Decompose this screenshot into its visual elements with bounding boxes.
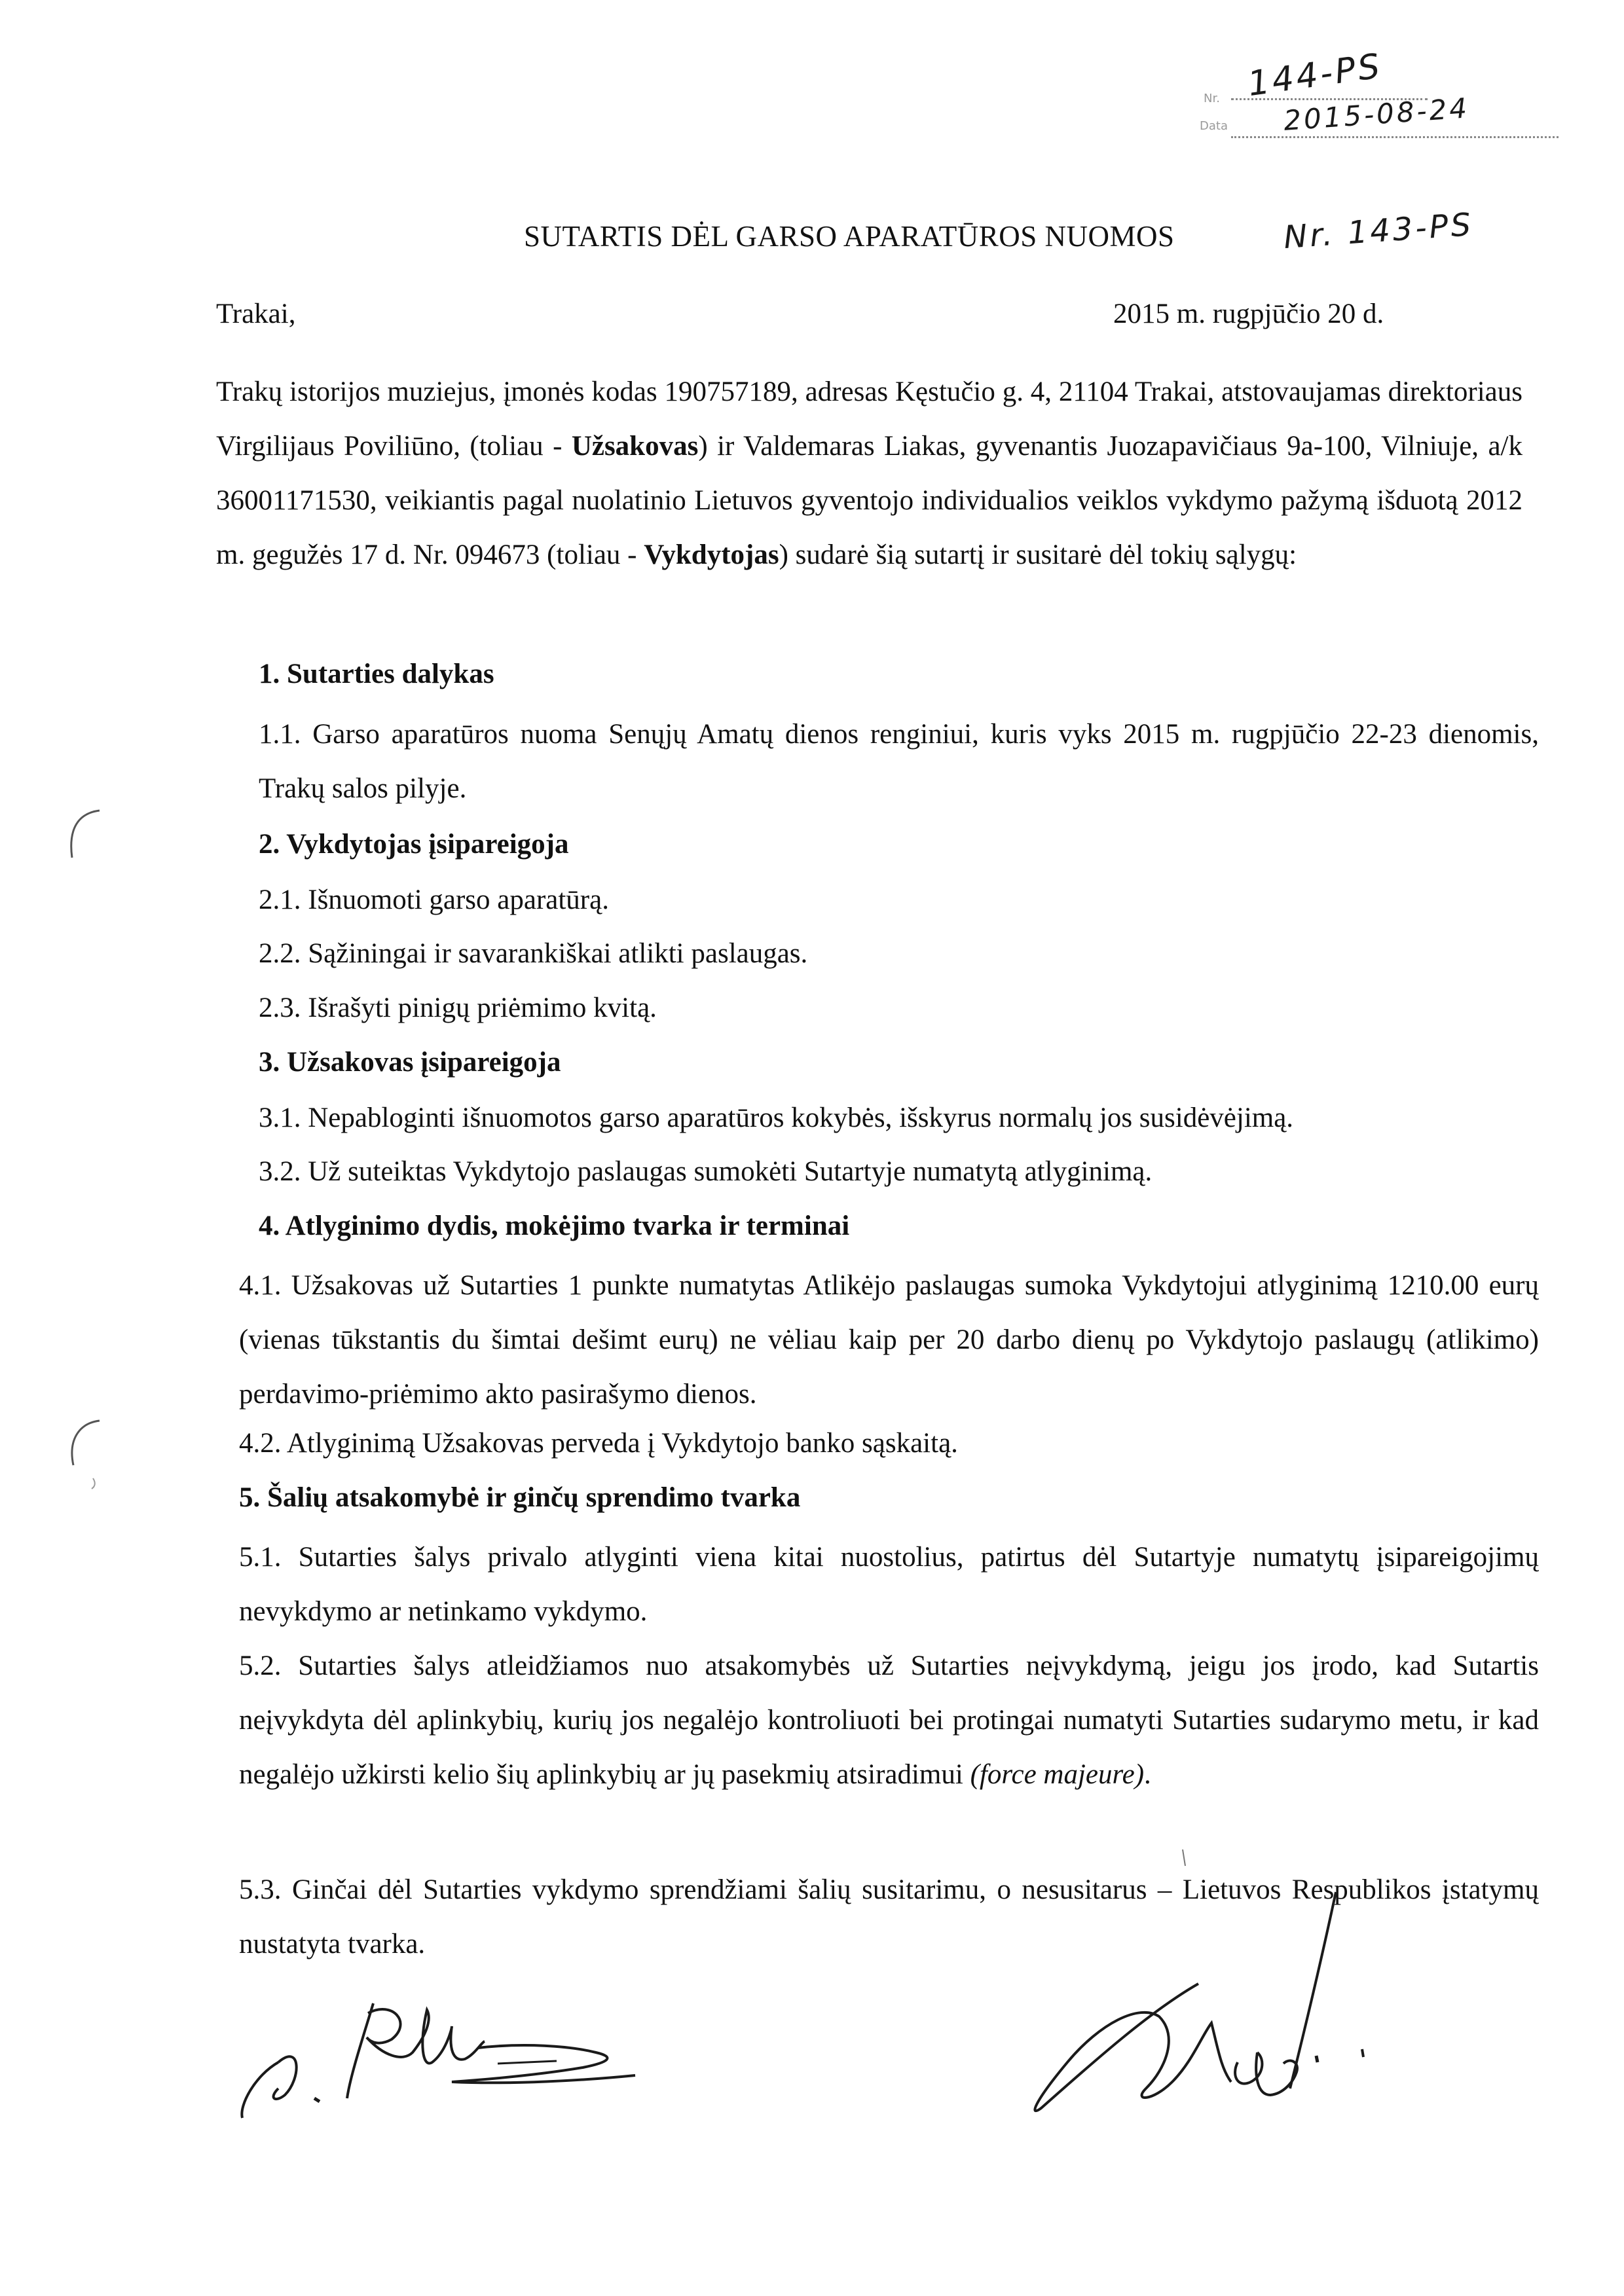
margin-mark-lower <box>59 1414 111 1493</box>
clause-1-1: 1.1. Garso aparatūros nuoma Senųjų Amatų dienos renginiui, kuris vyks 2015 m. rugpjūčio 22-23 dienomis, Trakų salos pilyje. <box>259 719 1539 804</box>
contractor-term: Vykdytojas <box>644 539 779 570</box>
signature-left-stroke-2 <box>314 2098 320 2102</box>
preamble <box>216 365 1522 582</box>
section-3-heading: 3. Užsakovas įsipareigoja <box>259 1047 561 1078</box>
signature-right-stroke-5 <box>1362 2049 1363 2057</box>
registration-label-nr: Nr. <box>1204 92 1220 105</box>
document-title: SUTARTIS DĖL GARSO APARATŪROS NUOMOS <box>524 220 1175 253</box>
contract-date: 2015 m. rugpjūčio 20 d. <box>1113 299 1384 329</box>
signature-left <box>216 1964 688 2128</box>
clause-5-1: 5.1. Sutarties šalys privalo atlyginti viena kitai nuostolius, patirtus dėl Sutartyje numatytų įsipareigojimų nevykdymo ar netinkamo vykdymo. <box>239 1542 1539 1627</box>
preamble-part-2: ) ir Valdemaras Liakas, gyvenantis Juozapavičiaus 9a-100, Vilniuje, a/k 36001171530, veikiantis pagal nuolatinio Lietuvos gyventojo individualios veiklos vykdymo pažymą išduotą 2012 m. gegužės 17 d. Nr. 094673 (toliau - <box>216 431 1523 570</box>
signature-right-stroke-1 <box>1290 1892 1336 2088</box>
signature-right-stroke-2 <box>1035 1984 1231 2111</box>
signature-right-stroke-3 <box>1235 2052 1297 2095</box>
signature-left-stroke-5 <box>498 2061 557 2064</box>
margin-mark-lower-tick <box>92 1478 95 1489</box>
margin-mark-upper <box>59 805 111 864</box>
clause-5-3: 5.3. Ginčai dėl Sutarties vykdymo sprendžiami šalių susitarimu, o nesusitarus – Lietuvos Respublikos įstatymų nustatyta tvarka. <box>239 1874 1539 1959</box>
signature-right-stroke-4 <box>1316 2056 1318 2062</box>
registration-label-date: Data <box>1200 119 1228 133</box>
preamble-part-3: ) sudarė šią sutartį ir susitarė dėl tokių sąlygų: <box>779 539 1297 570</box>
clause-2-2: 2.2. Sąžiningai ir savarankiškai atlikti paslaugas. <box>259 938 808 969</box>
margin-mark-lower-arc <box>72 1421 100 1465</box>
clause-4-1: 4.1. Užsakovas už Sutarties 1 punkte numatytas Atlikėjo paslaugas sumoka Vykdytojui atlyginimą 1210.00 eurų (vienas tūkstantis du šimtai dešimt eurų) ne vėliau kaip per 20 darbo dienų po Vykdytojo paslaugų (atlikimo) perdavimo-priėmimo akto pasirašymo dienos. <box>239 1270 1539 1410</box>
clause-5-2 <box>239 1639 1539 1802</box>
margin-mark-upper-arc <box>71 811 100 858</box>
signature-left-stroke-1 <box>242 2056 296 2118</box>
signature-right <box>1022 1886 1414 2128</box>
section-5-heading: 5. Šalių atsakomybė ir ginčų sprendimo tvarka <box>239 1482 801 1513</box>
clause-3-1: 3.1. Nepabloginti išnuomotos garso aparatūros kokybės, išskyrus normalų jos susidėvėjimą. <box>259 1102 1294 1133</box>
clause-4-2: 4.2. Atlyginimą Užsakovas perveda į Vykdytojo banko sąskaitą. <box>239 1428 958 1459</box>
signature-left-stroke-3 <box>347 2003 485 2098</box>
clause-5-2-text: 5.2. Sutarties šalys atleidžiamos nuo atsakomybės už Sutarties neįvykdymą, jeigu jos įrodo, kad Sutartis neįvykdyta dėl aplinkybių, kurių jos negalėjo kontroliuoti bei protingai numatyti Sutarties sudarymo metu, ir kad negalėjo užkirsti kelio šių aplinkybių ar jų pasekmių atsiradimui <box>239 1650 1539 1790</box>
clause-3-2: 3.2. Už suteiktas Vykdytojo paslaugas sumokėti Sutartyje numatytą atlyginimą. <box>259 1156 1153 1187</box>
section-1-heading: 1. Sutarties dalykas <box>259 659 494 689</box>
margin-tick-right-stroke <box>1183 1850 1185 1866</box>
margin-tick-right <box>1179 1846 1192 1872</box>
handwritten-contract-number: Nr. 143-PS <box>1282 206 1475 257</box>
signature-left-stroke-4 <box>452 2045 635 2083</box>
clause-5-2-end: . <box>1144 1759 1151 1790</box>
registration-dotted-line-2 <box>1231 136 1559 138</box>
customer-term: Užsakovas <box>571 431 699 462</box>
force-majeure: (force majeure) <box>970 1759 1145 1790</box>
registration-dotted-line-1 <box>1231 98 1428 100</box>
section-2-heading: 2. Vykdytojas įsipareigoja <box>259 829 569 860</box>
preamble-part-1: Trakų istorijos muziejus, įmonės kodas 190757189, adresas Kęstučio g. 4, 21104 Trakai, atstovaujamas direktoriaus Virgilijaus Poviliūno, (toliau - <box>216 376 1522 462</box>
section-4-heading: 4. Atlyginimo dydis, mokėjimo tvarka ir terminai <box>259 1211 850 1241</box>
registration-number: 144-PS <box>1245 46 1385 105</box>
registration-date: 2015-08-24 <box>1282 92 1471 137</box>
clause-2-1: 2.1. Išnuomoti garso aparatūrą. <box>259 884 609 915</box>
place: Trakai, <box>216 299 296 329</box>
clause-2-3: 2.3. Išrašyti pinigų priėmimo kvitą. <box>259 993 657 1023</box>
